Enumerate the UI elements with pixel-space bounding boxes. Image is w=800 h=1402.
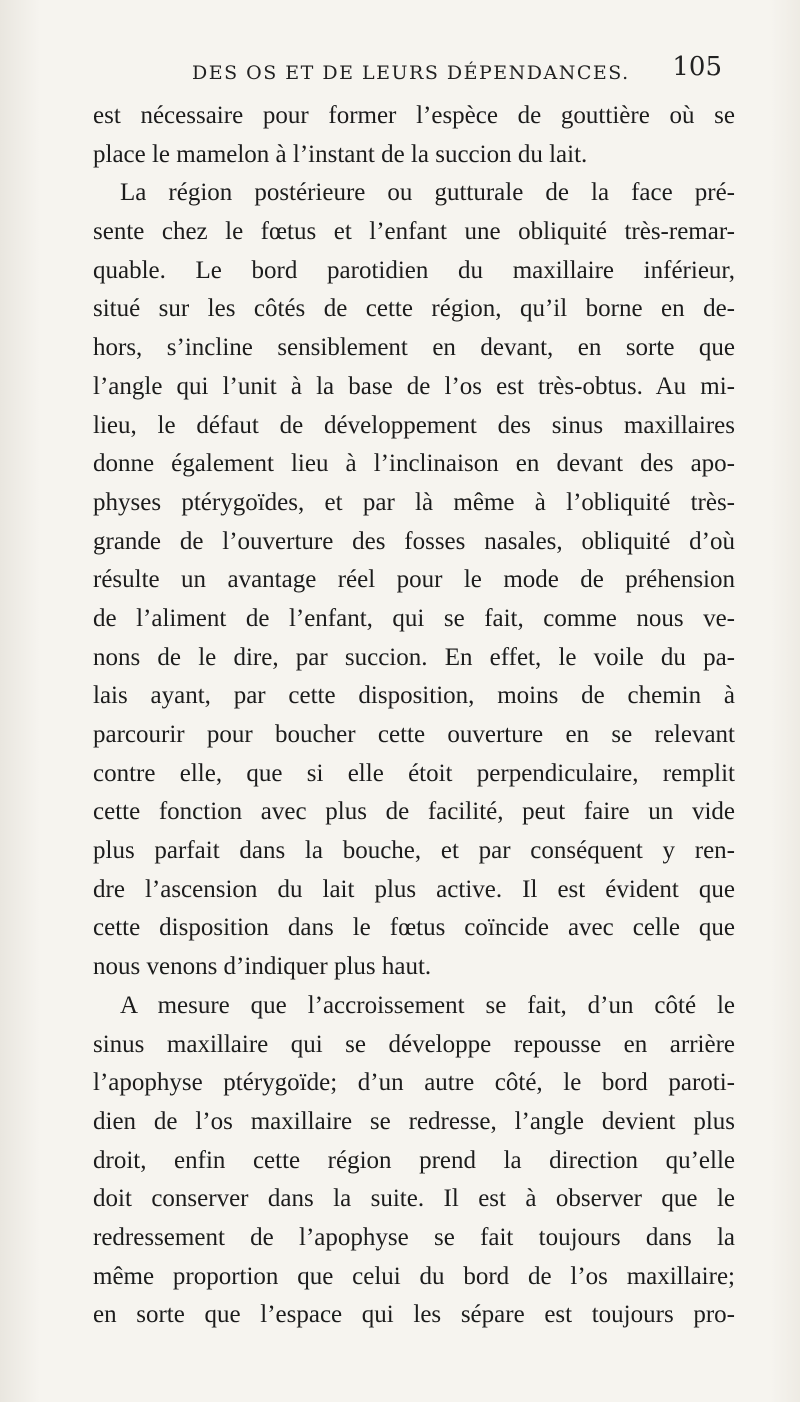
running-head: DES OS ET DE LEURS DÉPENDANCES.	[192, 62, 630, 84]
text-line: nons de le dire, par succion. En effet, le voile du pa-	[93, 643, 735, 671]
text-line: cette disposition dans le fœtus coïncide avec celle que	[93, 914, 735, 942]
text-line: dien de l’os maxillaire se redresse, l’angle devient plus	[93, 1107, 735, 1135]
text-line: quable. Le bord parotidien du maxillaire inférieur,	[93, 256, 735, 284]
text-line: nous venons d’indiquer plus haut.	[93, 953, 432, 981]
text-line: est nécessaire pour former l’espèce de gouttière où se	[93, 102, 735, 129]
text-line: dre l’ascension du lait plus active. Il est évident que	[93, 875, 735, 903]
text-line: parcourir pour boucher cette ouverture en se relevant	[93, 721, 735, 748]
text-line: même proportion que celui du bord de l’os maxillaire;	[93, 1262, 735, 1290]
text-line: droit, enfin cette région prend la direction qu’elle	[93, 1146, 735, 1174]
paragraph-start-line: La région postérieure ou gutturale de la face pré-	[120, 179, 735, 207]
text-line: sente chez le fœtus et l’enfant une obliquité très-remar-	[93, 218, 735, 246]
text-line: l’angle qui l’unit à la base de l’os est très-obtus. Au mi-	[93, 372, 735, 400]
text-line: sinus maxillaire qui se développe repousse en arrière	[93, 1030, 735, 1058]
text-line: place le mamelon à l’instant de la succion du lait.	[93, 140, 588, 168]
page-number: 105	[672, 52, 722, 82]
text-line: situé sur les côtés de cette région, qu’il borne en de-	[93, 295, 735, 323]
body-text	[93, 97, 735, 1335]
text-line: contre elle, que si elle étoit perpendiculaire, remplit	[93, 759, 735, 787]
text-line: grande de l’ouverture des fosses nasales, obliquité d’où	[93, 527, 735, 555]
text-line: l’apophyse ptérygoïde; d’un autre côté, le bord paroti-	[93, 1069, 735, 1097]
text-line: doit conserver dans la suite. Il est à observer que le	[93, 1185, 735, 1213]
text-line: lais ayant, par cette disposition, moins de chemin à	[93, 682, 735, 710]
paragraph-start-line: A mesure que l’accroissement se fait, d’un côté le	[120, 991, 735, 1019]
text-line: hors, s’incline sensiblement en devant, en sorte que	[93, 334, 735, 362]
text-line: redressement de l’apophyse se fait toujours dans la	[93, 1223, 735, 1251]
text-line: résulte un avantage réel pour le mode de préhension	[93, 566, 735, 594]
text-line: donne également lieu à l’inclinaison en devant des apo-	[93, 450, 735, 478]
text-line: de l’aliment de l’enfant, qui se fait, comme nous ve-	[93, 604, 735, 632]
text-line: lieu, le défaut de développement des sinus maxillaires	[93, 411, 735, 439]
text-line: physes ptérygoïdes, et par là même à l’obliquité très-	[93, 488, 735, 516]
text-line: plus parfait dans la bouche, et par conséquent y ren-	[93, 837, 735, 865]
text-line: en sorte que l’espace qui les sépare est toujours pro-	[93, 1301, 735, 1329]
page-header	[96, 52, 722, 92]
text-line: cette fonction avec plus de facilité, peut faire un vide	[93, 798, 735, 826]
